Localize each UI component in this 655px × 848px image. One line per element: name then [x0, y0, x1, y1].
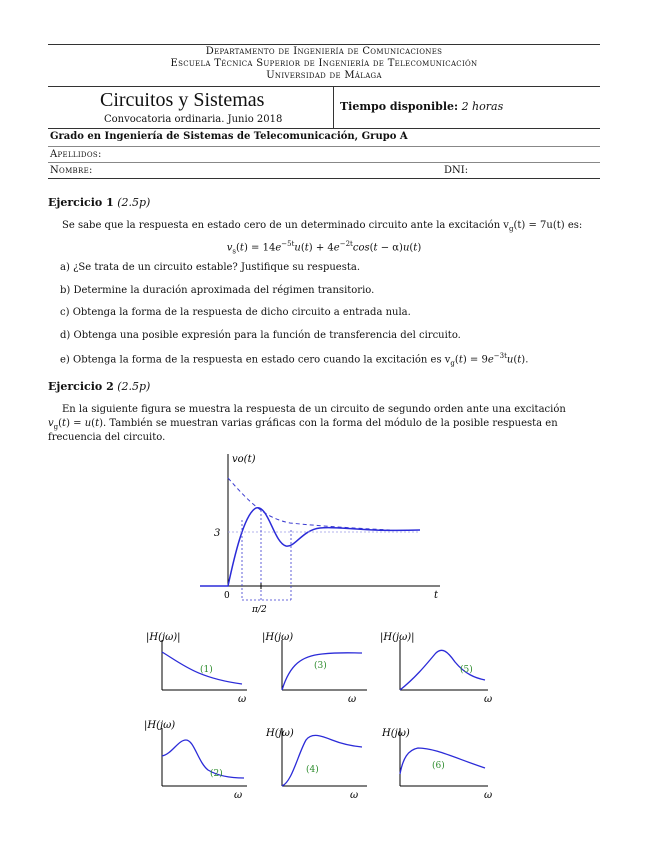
plot-4-xlabel: ω: [350, 790, 359, 800]
plot-3-number: (3): [314, 661, 327, 671]
curve-3: [282, 653, 362, 690]
exercise1-intro: Se sabe que la respuesta en estado cero de un determinado circuito ante la excitación $v_g(t) = 7u(t)$ es:: [62, 220, 583, 233]
plot-2-xlabel: ω: [234, 790, 243, 800]
exam-session: Convocatoria ordinaria. Junio 2018: [104, 114, 283, 125]
university-name: Universidad de Málaga: [266, 70, 382, 81]
plot-3-xlabel: ω: [348, 694, 357, 705]
time-available: [340, 100, 503, 113]
plot-5-xlabel: ω: [484, 694, 492, 705]
exercise2-line1: En la siguiente figura se muestra la respuesta de un circuito de segundo orden ante una excitación: [62, 404, 566, 415]
degree-bottom-rule: [48, 146, 600, 147]
surname-label: Apellidos:: [50, 149, 102, 160]
course-title: Circuitos y Sistemas: [100, 89, 265, 111]
freq-plot-3: [262, 626, 372, 706]
exercise2-title: Ejercicio 2: [48, 380, 114, 393]
plot-5-number: (5): [460, 665, 473, 675]
plot-2-label: |H(jω): [144, 720, 176, 731]
time-label: Tiempo disponible:: [340, 100, 459, 113]
freq-plot-2: [142, 714, 252, 800]
plot-4-label: H(jω): [266, 728, 294, 739]
envelope-curve: [228, 478, 390, 530]
plot-1-number: (1): [200, 665, 213, 675]
header-top-rule: [48, 44, 600, 45]
title-box-top-rule: [48, 86, 600, 87]
surname-bottom-rule: [48, 162, 600, 163]
level-label: 3: [214, 528, 221, 539]
exercise1-item-c: c) Obtenga la forma de la respuesta de dicho circuito a entrada nula.: [60, 307, 411, 318]
exercise1-item-a: a) ¿Se trata de un circuito estable? Justifique su respuesta.: [60, 262, 361, 273]
x-axis-label: t: [434, 590, 439, 601]
time-value: 2 horas: [461, 100, 504, 113]
origin-label: 0: [224, 591, 230, 601]
exercise1-item-d: d) Obtenga una posible expresión para la función de transferencia del circuito.: [60, 330, 461, 341]
department-name: Departamento de Ingeniería de Comunicaciones: [205, 46, 443, 57]
exercise2-points: (2.5p): [117, 380, 151, 393]
plot-2-number: (2): [210, 769, 223, 779]
school-name: Escuela Técnica Superior de Ingeniería de Telecomunicación: [170, 58, 478, 69]
exercise1-title: Ejercicio 1: [48, 196, 114, 209]
exercise1-item-e: e) Obtenga la forma de la respuesta en estado cero cuando la excitación es $v_g(t) = 9e^{-3t}u(t)$.: [60, 352, 529, 368]
pi-half-label: π/2: [252, 605, 267, 615]
plot-4-number: (4): [306, 765, 319, 775]
degree-top-rule: [48, 128, 600, 129]
response-curve: [200, 508, 420, 586]
plot-6-label: H(jω): [382, 728, 410, 739]
exercise1-item-b: b) Determine la duración aproximada del régimen transitorio.: [60, 285, 375, 296]
exercise1-points: (2.5p): [117, 196, 151, 209]
plot-6-number: (6): [432, 761, 445, 771]
freq-plot-1: [142, 626, 252, 706]
freq-plot-4: [262, 714, 372, 800]
name-label: Nombre:: [50, 165, 93, 176]
freq-plot-6: [380, 714, 492, 800]
degree-line: Grado en Ingeniería de Sistemas de Telecomunicación, Grupo A: [50, 131, 408, 142]
y-axis-label: vo(t): [232, 454, 256, 465]
plot-1-label: |H(jω)|: [146, 632, 181, 643]
dni-label: DNI:: [444, 165, 469, 176]
plot-1-xlabel: ω: [238, 694, 247, 705]
exercise2-line3: frecuencia del circuito.: [48, 432, 166, 443]
exercise1-equation: $v_s(t) = 14e^{-5t}u(t) + 4e^{-2t}\cos(t - \alpha)u(t)$: [226, 240, 422, 256]
exercise2-heading: [48, 380, 150, 393]
title-box-divider: [333, 86, 334, 128]
header-bottom-rule: [48, 178, 600, 179]
curve-4: [282, 735, 362, 786]
curve-2: [162, 740, 244, 778]
exercise1-heading: [48, 196, 150, 209]
time-response-figure: [190, 448, 460, 618]
plot-5-label: |H(jω)|: [380, 632, 415, 643]
exercise2-line2: $v_g(t) = u(t)$. También se muestran varias gráficas con la forma del módulo de la posible respuesta en: [48, 418, 558, 431]
plot-6-xlabel: ω: [484, 790, 492, 800]
plot-3-label: |H(jω): [262, 632, 294, 643]
freq-plot-5: [380, 626, 492, 706]
